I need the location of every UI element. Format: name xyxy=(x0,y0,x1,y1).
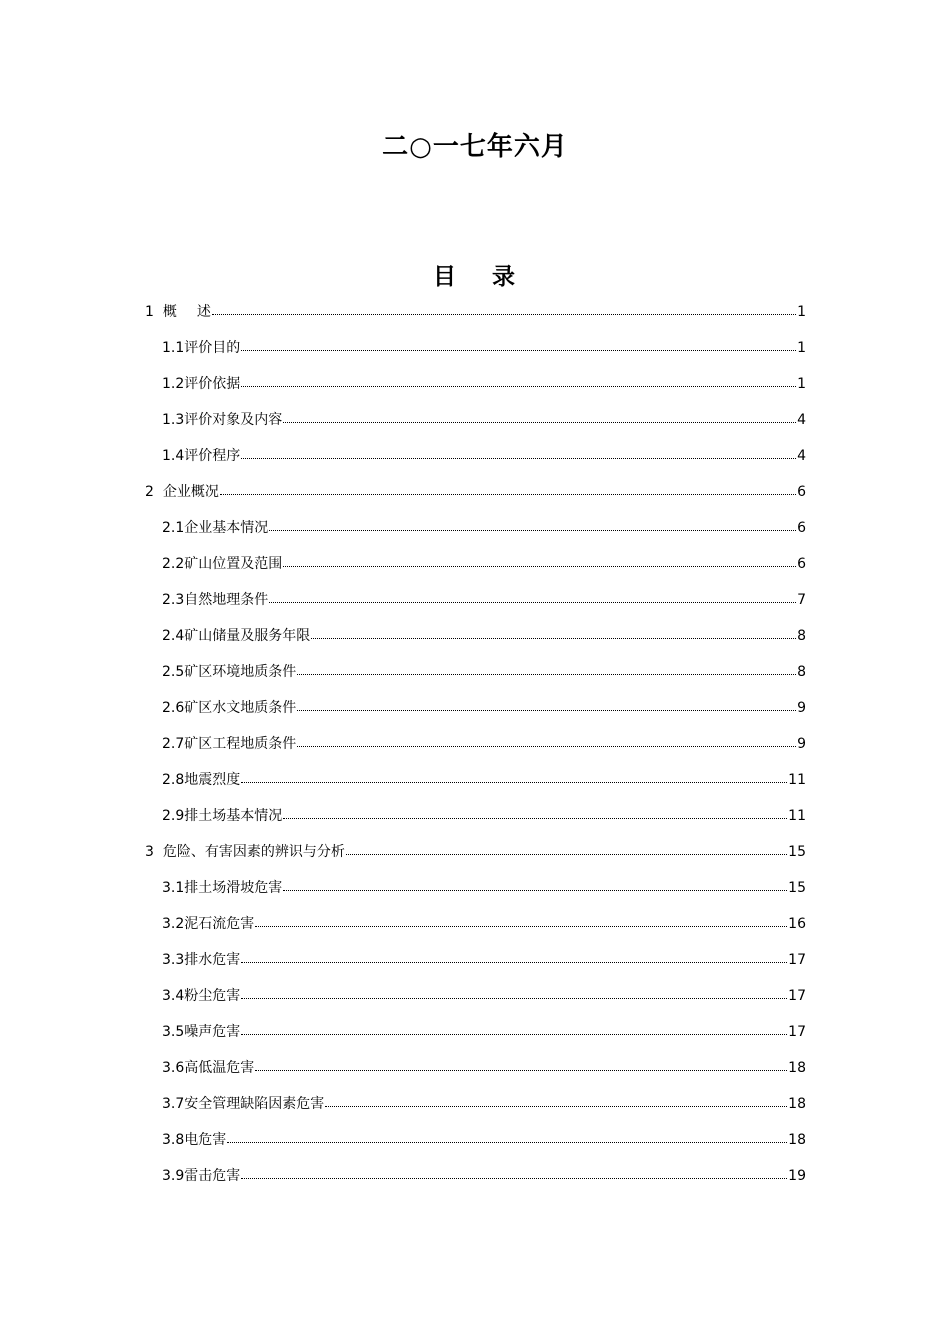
toc-entry[interactable] xyxy=(162,1164,806,1188)
toc-entry-page: 4 xyxy=(797,412,806,428)
toc-dot-leader xyxy=(311,637,796,639)
toc-entry-text: 矿区水文地质条件 xyxy=(184,700,297,716)
toc-dot-leader xyxy=(241,781,787,783)
toc-entry[interactable] xyxy=(162,804,806,828)
toc-entry[interactable] xyxy=(162,516,806,540)
toc-entry[interactable] xyxy=(162,912,806,936)
toc-dot-leader xyxy=(220,493,796,495)
toc-dot-leader xyxy=(241,349,796,351)
toc-entry-number: 2.8 xyxy=(162,772,185,788)
toc-entry-number: 2.9 xyxy=(162,808,185,824)
toc-entry-number: 3 xyxy=(145,844,154,860)
toc-entry-text: 安全管理缺陷因素危害 xyxy=(184,1096,325,1112)
toc-entry[interactable] xyxy=(162,624,806,648)
toc-entry-number: 2.6 xyxy=(162,700,185,716)
toc-dot-leader xyxy=(212,313,796,315)
toc-entry-page: 15 xyxy=(788,880,806,896)
toc-entry[interactable] xyxy=(162,444,806,468)
toc-entry-text: 雷击危害 xyxy=(184,1168,241,1184)
toc-dot-leader xyxy=(255,1069,787,1071)
toc-entry-number: 2.4 xyxy=(162,628,185,644)
toc-entry-number: 1.4 xyxy=(162,448,185,464)
toc-entry-number: 1.3 xyxy=(162,412,185,428)
toc-entry-text: 噪声危害 xyxy=(184,1024,241,1040)
toc-entry-page: 7 xyxy=(797,592,806,608)
toc-dot-leader xyxy=(269,529,796,531)
toc-entry-text: 高低温危害 xyxy=(184,1060,255,1076)
toc-entry-text: 排土场滑坡危害 xyxy=(184,880,283,896)
toc-dot-leader xyxy=(241,385,796,387)
document-date-title: 二○一七年六月 xyxy=(382,132,568,162)
toc-entry-page: 8 xyxy=(797,628,806,644)
toc-dot-leader xyxy=(283,889,787,891)
toc-entry[interactable] xyxy=(162,1020,806,1044)
toc-entry-text: 评价依据 xyxy=(184,376,241,392)
toc-entry-text: 评价程序 xyxy=(184,448,241,464)
toc-dot-leader xyxy=(283,421,796,423)
toc-entry-text: 矿区工程地质条件 xyxy=(184,736,297,752)
toc-entry-page: 16 xyxy=(788,916,806,932)
toc-entry[interactable] xyxy=(162,1128,806,1152)
toc-entry-text: 地震烈度 xyxy=(184,772,241,788)
toc-entry[interactable] xyxy=(162,408,806,432)
toc-entry-text: 企业概况 xyxy=(162,484,219,500)
toc-entry-number: 3.5 xyxy=(162,1024,185,1040)
toc-entry[interactable] xyxy=(162,696,806,720)
toc-heading xyxy=(0,258,950,291)
toc-entry-number: 1.2 xyxy=(162,376,185,392)
toc-entry-page: 9 xyxy=(797,736,806,752)
toc-entry-number: 3.9 xyxy=(162,1168,185,1184)
toc-dot-leader xyxy=(346,853,787,855)
toc-entry-number: 2 xyxy=(145,484,154,500)
toc-entry[interactable] xyxy=(162,660,806,684)
toc-entry-page: 19 xyxy=(788,1168,806,1184)
toc-entry[interactable] xyxy=(162,336,806,360)
toc-entry-page: 1 xyxy=(797,340,806,356)
toc-entry-page: 6 xyxy=(797,484,806,500)
toc-entry-text: 排土场基本情况 xyxy=(184,808,283,824)
toc-entry-page: 1 xyxy=(797,376,806,392)
toc-entry[interactable] xyxy=(145,300,806,324)
toc-entry-number: 3.2 xyxy=(162,916,185,932)
toc-dot-leader xyxy=(241,997,787,999)
toc-entry[interactable] xyxy=(162,1092,806,1116)
toc-entry-page: 17 xyxy=(788,952,806,968)
toc-entry-number: 1 xyxy=(145,304,154,320)
toc-entry-number: 2.5 xyxy=(162,664,185,680)
toc-entry-page: 8 xyxy=(797,664,806,680)
toc-entry-page: 17 xyxy=(788,988,806,1004)
toc-dot-leader xyxy=(241,1177,787,1179)
toc-entry-text-part: 概 xyxy=(162,304,177,320)
toc-entry-page: 4 xyxy=(797,448,806,464)
toc-entry[interactable] xyxy=(145,840,806,864)
toc-entry[interactable] xyxy=(162,732,806,756)
toc-entry-page: 6 xyxy=(797,520,806,536)
toc-entry[interactable] xyxy=(162,768,806,792)
toc-entry-page: 18 xyxy=(788,1060,806,1076)
toc-entry-text: 矿山储量及服务年限 xyxy=(184,628,311,644)
toc-entry-number: 1.1 xyxy=(162,340,185,356)
toc-entry-page: 1 xyxy=(797,304,806,320)
toc-entry-page: 11 xyxy=(788,772,806,788)
toc-dot-leader xyxy=(269,601,796,603)
toc-dot-leader xyxy=(283,565,796,567)
toc-dot-leader xyxy=(241,1033,787,1035)
toc-dot-leader xyxy=(297,745,796,747)
toc-dot-leader xyxy=(255,925,787,927)
toc-entry-text: 排水危害 xyxy=(184,952,241,968)
toc-entry-page: 15 xyxy=(788,844,806,860)
toc-entry-number: 2.2 xyxy=(162,556,185,572)
toc-entry-text: 矿区环境地质条件 xyxy=(184,664,297,680)
toc-entry-page: 6 xyxy=(797,556,806,572)
toc-dot-leader xyxy=(283,817,787,819)
toc-dot-leader xyxy=(325,1105,787,1107)
toc-entry[interactable] xyxy=(162,1056,806,1080)
toc-heading-left: 目 xyxy=(433,263,458,290)
toc-dot-leader xyxy=(297,709,796,711)
toc-entry-text: 矿山位置及范围 xyxy=(184,556,283,572)
toc-entry-number: 3.3 xyxy=(162,952,185,968)
toc-dot-leader xyxy=(297,673,796,675)
toc-entry-text: 泥石流危害 xyxy=(184,916,255,932)
toc-entry-number: 3.1 xyxy=(162,880,185,896)
toc-entry-number: 2.3 xyxy=(162,592,185,608)
toc-entry-text: 评价对象及内容 xyxy=(184,412,283,428)
toc-entry-text: 危险、有害因素的辨识与分析 xyxy=(162,844,345,860)
toc-entry[interactable] xyxy=(162,984,806,1008)
toc-dot-leader xyxy=(241,457,796,459)
toc-dot-leader xyxy=(227,1141,787,1143)
toc-entry-number: 3.4 xyxy=(162,988,185,1004)
toc-entry-page: 17 xyxy=(788,1024,806,1040)
toc-entry-page: 18 xyxy=(788,1132,806,1148)
toc-entry-text: 评价目的 xyxy=(184,340,241,356)
toc-entry-text-part: 述 xyxy=(196,304,211,320)
toc-entry-number: 3.7 xyxy=(162,1096,185,1112)
toc-entry-number: 3.8 xyxy=(162,1132,185,1148)
toc-entry-number: 3.6 xyxy=(162,1060,185,1076)
toc-entry-text: 企业基本情况 xyxy=(184,520,269,536)
toc-entry-page: 9 xyxy=(797,700,806,716)
toc-entry[interactable] xyxy=(162,948,806,972)
toc-entry-text: 电危害 xyxy=(184,1132,227,1148)
toc-entry-text xyxy=(163,300,211,324)
toc-entry[interactable] xyxy=(162,552,806,576)
toc-entry-text: 粉尘危害 xyxy=(184,988,241,1004)
toc-entry-page: 18 xyxy=(788,1096,806,1112)
toc-heading-right: 录 xyxy=(492,263,517,290)
toc-dot-leader xyxy=(241,961,787,963)
toc-entry-number: 2.1 xyxy=(162,520,185,536)
toc-entry[interactable] xyxy=(162,588,806,612)
toc-entry[interactable] xyxy=(162,876,806,900)
toc-entry-page: 11 xyxy=(788,808,806,824)
toc-entry[interactable] xyxy=(162,372,806,396)
toc-entry-number: 2.7 xyxy=(162,736,185,752)
toc-entry[interactable] xyxy=(145,480,806,504)
toc-entry-text: 自然地理条件 xyxy=(184,592,269,608)
